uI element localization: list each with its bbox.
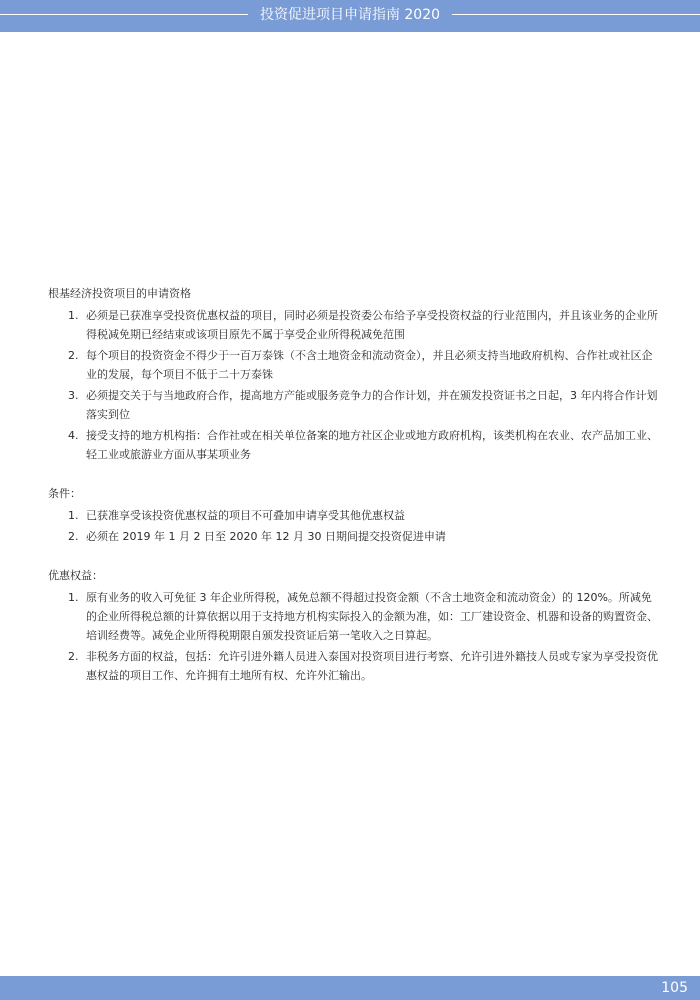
list-number: 4. [68,429,79,442]
page-number: 105 [661,980,688,996]
header-title: 投资促进项目申请指南 2020 [248,6,452,24]
list-number: 2. [68,530,79,543]
section-title: 优惠权益： [48,569,103,582]
list-text: 接受支持的地方机构指：合作社或在相关单位备案的地方社区企业或地方政府机构，该类机构在农业、农产品加工业、轻工业或旅游业方面从事某项业务 [86,429,658,461]
list-item [48,346,660,384]
list-number: 3. [68,389,79,402]
list-number: 2. [68,650,79,663]
benefits-list [48,588,660,685]
footer-bar [0,976,700,1000]
section-title: 条件： [48,487,81,500]
list-item [48,647,660,685]
list-text: 非税务方面的权益，包括：允许引进外籍人员进入泰国对投资项目进行考察、允许引进外籍技人员或专家为享受投资优惠权益的项目工作、允许拥有土地所有权、允许外汇输出。 [86,650,658,682]
section-conditions [48,484,660,546]
list-item [48,306,660,344]
header-bar [0,0,700,32]
list-number: 1. [68,309,79,322]
list-item [48,527,660,546]
list-item [48,426,660,464]
section-benefits [48,566,660,685]
list-text: 必须提交关于与当地政府合作，提高地方产能或服务竞争力的合作计划，并在颁发投资证书之日起，3 年内将合作计划落实到位 [86,389,658,421]
list-text: 原有业务的收入可免征 3 年企业所得税，减免总额不得超过投资金额（不含土地资金和流动资金）的 120%。所减免的企业所得税总额的计算依据以用于支持地方机构实际投入的金额为准，如：工厂建设资金、机器和设备的购置资金、培训经费等。减免企业所得税期限自颁发投资证后第一笔收入之日算起。 [86,591,658,642]
list-text: 必须是已获准享受投资优惠权益的项目，同时必须是投资委公布给予享受投资权益的行业范围内，并且该业务的企业所得税减免期已经结束或该项目原先不属于享受企业所得税减免范围 [86,309,658,341]
document-body [48,284,660,705]
section-eligibility [48,284,660,464]
section-title: 根基经济投资项目的申请资格 [48,287,191,300]
list-item [48,506,660,525]
list-item [48,386,660,424]
list-text: 每个项目的投资资金不得少于一百万泰铢（不含土地资金和流动资金），并且必须支持当地政府机构、合作社或社区企业的发展，每个项目不低于二十万泰铢 [86,349,653,381]
list-text: 必须在 2019 年 1 月 2 日至 2020 年 12 月 30 日期间提交投资促进申请 [86,530,446,543]
list-number: 1. [68,509,79,522]
list-text: 已获准享受该投资优惠权益的项目不可叠加申请享受其他优惠权益 [86,509,405,522]
conditions-list [48,506,660,546]
eligibility-list [48,306,660,464]
list-number: 1. [68,591,79,604]
list-item [48,588,660,645]
list-number: 2. [68,349,79,362]
